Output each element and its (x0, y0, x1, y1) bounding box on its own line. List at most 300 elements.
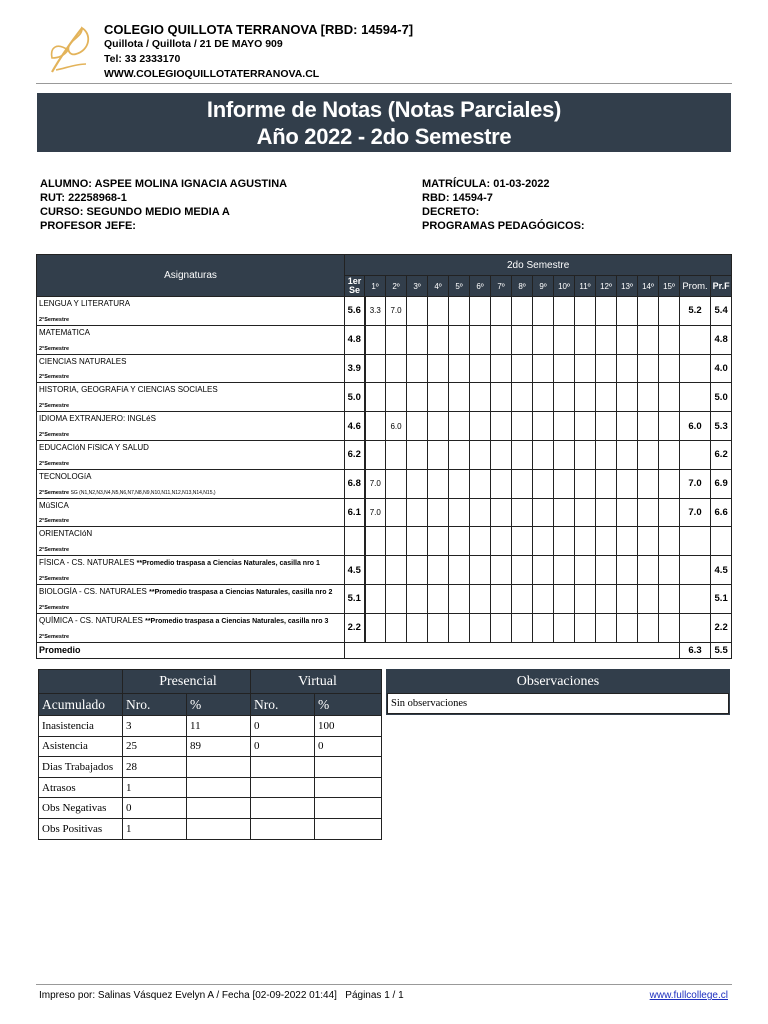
grade-cell (491, 469, 512, 498)
grade-cell (428, 498, 449, 527)
grade-cell (470, 440, 491, 469)
col-grade-3: 3º (407, 276, 428, 297)
student-course: CURSO: SEGUNDO MEDIO MEDIA A (40, 206, 230, 218)
col-grade-15: 15º (659, 276, 680, 297)
attendance-row (39, 757, 382, 778)
grade-cell (617, 469, 638, 498)
subject-row (37, 412, 732, 441)
grade-cell (659, 469, 680, 498)
student-rut: RUT: 22258968-1 (40, 192, 127, 204)
grade-cell (638, 297, 659, 326)
grade-cell (407, 412, 428, 441)
student-info-right (422, 177, 585, 233)
subject-title: MúSICA (39, 500, 69, 510)
attendance-label: Inasistencia (39, 716, 123, 737)
subject-cell (37, 412, 345, 441)
grade-cell (491, 584, 512, 613)
grade-cell (407, 498, 428, 527)
grade-cell (512, 325, 533, 354)
attendance-nro: 3 (123, 716, 187, 737)
grade-cell (470, 613, 491, 642)
grade-cell (470, 584, 491, 613)
final-cell: 4.5 (711, 556, 732, 585)
subject-cell (37, 584, 345, 613)
student-info-left (40, 177, 287, 233)
grade-cell (449, 440, 470, 469)
grade-cell (470, 556, 491, 585)
subject-semester (39, 461, 69, 467)
average-cell: 7.0 (680, 498, 711, 527)
grade-cell (386, 498, 407, 527)
grade-cell (428, 325, 449, 354)
attendance-nro: 1 (123, 777, 187, 798)
grade-cell (386, 469, 407, 498)
att-spacer (39, 670, 123, 694)
grade-cell (407, 383, 428, 412)
final-cell: 5.0 (711, 383, 732, 412)
subject-name (39, 328, 342, 338)
first-semester-grade: 5.0 (345, 383, 365, 412)
first-semester-grade: 3.9 (345, 354, 365, 383)
school-logo-icon (42, 20, 98, 78)
grade-cell (575, 584, 596, 613)
subject-semester-label: 2°Semestre (39, 489, 70, 496)
grade-cell (428, 297, 449, 326)
grade-cell (512, 469, 533, 498)
grade-cell (554, 527, 575, 556)
first-semester-grade: 4.5 (345, 556, 365, 585)
grade-cell (386, 440, 407, 469)
subject-name (39, 443, 342, 453)
average-label: Promedio (37, 642, 345, 658)
grade-cell (575, 325, 596, 354)
subject-semester-label: 2°Semestre (39, 518, 70, 525)
subject-title: QUÍMICA - CS. NATURALES (39, 615, 143, 625)
subject-title: MATEMáTICA (39, 327, 90, 337)
grade-cell (659, 584, 680, 613)
subject-name (39, 616, 342, 627)
grade-cell (596, 412, 617, 441)
grade-cell (575, 440, 596, 469)
subject-semester (39, 374, 69, 380)
grade-cell (554, 325, 575, 354)
observations-text: Sin observaciones (387, 693, 729, 714)
subject-cell (37, 325, 345, 354)
grade-cell (407, 440, 428, 469)
grade-cell (659, 527, 680, 556)
grade-cell (407, 556, 428, 585)
grade-cell (575, 383, 596, 412)
subject-semester-label: 2°Semestre (39, 604, 70, 611)
col-grade-13: 13º (617, 276, 638, 297)
subject-note: **Promedio traspasa a Ciencias Naturales, casilla nro 3 (145, 617, 329, 625)
subject-semester (39, 547, 69, 553)
grade-cell (659, 613, 680, 642)
grades-table (36, 254, 732, 659)
grade-cell (470, 383, 491, 412)
att-presencial: Presencial (123, 670, 251, 694)
subject-title: HISTORIA, GEOGRAFíA Y CIENCIAS SOCIALES (39, 385, 218, 395)
grade-cell (512, 412, 533, 441)
subject-cell (37, 383, 345, 412)
attendance-vpct (315, 757, 382, 778)
grade-cell (533, 556, 554, 585)
final-cell: 6.6 (711, 498, 732, 527)
grade-cell: 7.0 (365, 498, 386, 527)
subject-cell (37, 527, 345, 556)
grade-cell (554, 354, 575, 383)
grade-cell (533, 613, 554, 642)
average-row (37, 642, 732, 658)
first-semester-grade (345, 527, 365, 556)
col-final: Pr.F (711, 276, 732, 297)
col-grade-9: 9º (533, 276, 554, 297)
report-subtitle: Año 2022 - 2do Semestre (256, 124, 512, 149)
average-cell (680, 584, 711, 613)
grade-cell (596, 354, 617, 383)
grade-cell (554, 498, 575, 527)
subject-title: TECNOLOGíA (39, 471, 92, 481)
col-average: Prom. (680, 276, 711, 297)
grade-cell (512, 383, 533, 412)
first-semester-grade: 6.8 (345, 469, 365, 498)
average-cell (680, 613, 711, 642)
subject-semester (39, 432, 69, 438)
grade-cell (554, 297, 575, 326)
grade-cell (449, 383, 470, 412)
final-cell: 5.4 (711, 297, 732, 326)
grade-cell (470, 325, 491, 354)
subject-semester (39, 346, 69, 352)
subject-semester-label: 2°Semestre (39, 575, 70, 582)
attendance-nro: 25 (123, 736, 187, 757)
grade-cell (554, 556, 575, 585)
attendance-vpct (315, 798, 382, 819)
att-col-pct: % (187, 694, 251, 716)
average-spacer (345, 642, 680, 658)
attendance-label: Obs Negativas (39, 798, 123, 819)
subject-row (37, 325, 732, 354)
grade-cell (659, 325, 680, 354)
grade-cell (470, 297, 491, 326)
grade-cell (596, 613, 617, 642)
attendance-vpct (315, 818, 382, 839)
average-cell (680, 556, 711, 585)
subject-title: ORIENTACIóN (39, 529, 93, 539)
grade-cell (512, 354, 533, 383)
attendance-pct (187, 777, 251, 798)
grade-cell (575, 527, 596, 556)
grade-cell (512, 584, 533, 613)
subject-row (37, 297, 732, 326)
grade-cell (449, 325, 470, 354)
grade-cell (407, 297, 428, 326)
attendance-pct: 89 (187, 736, 251, 757)
grade-cell (638, 613, 659, 642)
grade-cell (533, 383, 554, 412)
grade-cell (512, 297, 533, 326)
attendance-vpct (315, 777, 382, 798)
first-semester-grade: 5.6 (345, 297, 365, 326)
grade-cell (617, 613, 638, 642)
footer-link[interactable]: www.fullcollege.cl (649, 990, 728, 1001)
grade-cell (470, 527, 491, 556)
subject-row (37, 498, 732, 527)
grade-cell (533, 584, 554, 613)
grade-cell (449, 584, 470, 613)
attendance-vpct: 0 (315, 736, 382, 757)
attendance-vnro (251, 818, 315, 839)
grade-cell (554, 613, 575, 642)
grade-cell (596, 527, 617, 556)
subject-name (39, 385, 342, 395)
att-col-virtual-nro: Nro. (251, 694, 315, 716)
subject-note: **Promedio traspasa a Ciencias Naturales, casilla nro 2 (149, 588, 333, 596)
grade-cell (470, 469, 491, 498)
subject-row (37, 469, 732, 498)
grade-cell (449, 412, 470, 441)
final-cell: 6.2 (711, 440, 732, 469)
final-cell: 5.3 (711, 412, 732, 441)
grade-cell (470, 412, 491, 441)
grade-cell: 3.3 (365, 297, 386, 326)
grade-cell (638, 354, 659, 383)
col-subjects: Asignaturas (37, 255, 345, 297)
attendance-pct (187, 818, 251, 839)
grade-cell (365, 325, 386, 354)
grade-cell (428, 584, 449, 613)
subject-row (37, 527, 732, 556)
grade-cell (449, 297, 470, 326)
grade-cell (659, 556, 680, 585)
first-semester-grade: 4.6 (345, 412, 365, 441)
average-cell (680, 325, 711, 354)
student-rbd: RBD: 14594-7 (422, 192, 493, 204)
subject-title: LENGUA Y LITERATURA (39, 299, 131, 308)
final-cell: 5.1 (711, 584, 732, 613)
grade-cell (449, 354, 470, 383)
grade-cell (638, 584, 659, 613)
subject-row (37, 354, 732, 383)
overall-final: 5.5 (711, 642, 732, 658)
grade-cell (533, 498, 554, 527)
average-cell: 7.0 (680, 469, 711, 498)
grade-cell (638, 498, 659, 527)
subject-row (37, 613, 732, 642)
grade-cell (428, 440, 449, 469)
grade-cell (575, 297, 596, 326)
grade-cell (575, 469, 596, 498)
subject-semester (39, 576, 69, 582)
subject-name (39, 587, 342, 598)
grade-cell: 6.0 (386, 412, 407, 441)
subject-semester-label: 2°Semestre (39, 547, 70, 554)
attendance-pct: 11 (187, 716, 251, 737)
attendance-row (39, 777, 382, 798)
final-cell: 4.0 (711, 354, 732, 383)
subject-semester-label: 2°Semestre (39, 460, 70, 467)
subject-title: BIOLOGÍA - CS. NATURALES (39, 586, 147, 596)
student-name: ALUMNO: ASPEE MOLINA IGNACIA AGUSTINA (40, 178, 288, 190)
grade-cell (491, 412, 512, 441)
grade-cell (365, 440, 386, 469)
col-grade-2: 2º (386, 276, 407, 297)
grade-cell (596, 440, 617, 469)
final-cell (711, 527, 732, 556)
report-title-box (37, 93, 731, 152)
subject-semester-label: 2°Semestre (39, 345, 70, 352)
subject-cell (37, 440, 345, 469)
col-grade-11: 11º (575, 276, 596, 297)
report-title: Informe de Notas (Notas Parciales) (206, 97, 562, 122)
subject-name (39, 299, 342, 309)
grade-cell (533, 354, 554, 383)
observations-title: Observaciones (387, 670, 729, 693)
grade-cell (491, 383, 512, 412)
school-phone: Tel: 33 2333170 (104, 53, 181, 65)
grade-cell (596, 498, 617, 527)
first-semester-grade: 6.2 (345, 440, 365, 469)
grade-cell (596, 556, 617, 585)
grade-cell (428, 613, 449, 642)
subject-name (39, 529, 342, 539)
grade-cell (491, 440, 512, 469)
col-grade-4: 4º (428, 276, 449, 297)
grade-cell (533, 527, 554, 556)
grade-cell (617, 325, 638, 354)
grade-cell (428, 383, 449, 412)
attendance-nro: 0 (123, 798, 187, 819)
subject-row (37, 440, 732, 469)
grade-cell (617, 412, 638, 441)
grade-cell (575, 498, 596, 527)
grade-cell (491, 354, 512, 383)
first-semester-grade: 5.1 (345, 584, 365, 613)
grade-cell (386, 527, 407, 556)
average-cell (680, 440, 711, 469)
attendance-row (39, 818, 382, 839)
attendance-label: Asistencia (39, 736, 123, 757)
grade-cell (428, 556, 449, 585)
subject-semester (39, 634, 69, 640)
subject-cell (37, 297, 345, 326)
school-address: Quillota / Quillota / 21 DE MAYO 909 (104, 38, 283, 50)
attendance-nro: 1 (123, 818, 187, 839)
att-col-nro: Nro. (123, 694, 187, 716)
grade-cell (449, 527, 470, 556)
subject-semester (39, 605, 69, 611)
grade-cell (596, 584, 617, 613)
grade-cell (533, 325, 554, 354)
attendance-row (39, 798, 382, 819)
first-semester-grade: 4.8 (345, 325, 365, 354)
subject-semester (39, 317, 69, 323)
grade-cell (365, 354, 386, 383)
student-teacher: PROFESOR JEFE: (40, 220, 136, 232)
grade-cell (365, 412, 386, 441)
grade-cell (659, 383, 680, 412)
attendance-table (38, 669, 382, 840)
average-cell (680, 383, 711, 412)
attendance-vnro: 0 (251, 736, 315, 757)
grade-cell (638, 383, 659, 412)
average-cell (680, 527, 711, 556)
subject-title: FÍSICA - CS. NATURALES (39, 558, 135, 568)
grade-cell (491, 297, 512, 326)
grade-cell (386, 325, 407, 354)
subject-semester-label: 2°Semestre (39, 316, 70, 323)
grade-cell (512, 498, 533, 527)
grade-cell (617, 556, 638, 585)
subject-name (39, 558, 342, 569)
first-semester-grade: 6.1 (345, 498, 365, 527)
attendance-label: Atrasos (39, 777, 123, 798)
grade-cell (617, 383, 638, 412)
grade-cell (386, 383, 407, 412)
subject-semester-label: 2°Semestre (39, 431, 70, 438)
col-first-semester: 1er Se (345, 276, 365, 297)
grade-cell (617, 527, 638, 556)
grade-cell (638, 556, 659, 585)
grade-cell: 7.0 (386, 297, 407, 326)
attendance-pct (187, 757, 251, 778)
grade-cell (638, 325, 659, 354)
grade-cell (533, 297, 554, 326)
subject-semester-label: 2°Semestre (39, 403, 70, 410)
student-programs: PROGRAMAS PEDAGÓGICOS: (422, 220, 585, 232)
col-grade-14: 14º (638, 276, 659, 297)
final-cell: 2.2 (711, 613, 732, 642)
grade-cell: 7.0 (365, 469, 386, 498)
grade-cell (365, 584, 386, 613)
grade-cell (449, 556, 470, 585)
subject-cell (37, 498, 345, 527)
subject-row (37, 584, 732, 613)
subject-name (39, 414, 342, 424)
col-grade-12: 12º (596, 276, 617, 297)
attendance-vnro (251, 777, 315, 798)
subject-title: EDUCACIóN FíSICA Y SALUD (39, 442, 149, 452)
average-cell: 6.0 (680, 412, 711, 441)
school-header (36, 14, 732, 84)
attendance-label: Dias Trabajados (39, 757, 123, 778)
final-cell: 6.9 (711, 469, 732, 498)
grade-cell (407, 584, 428, 613)
grade-cell (659, 354, 680, 383)
grade-cell (449, 498, 470, 527)
col-grade-1: 1º (365, 276, 386, 297)
grade-cell (491, 325, 512, 354)
subject-name (39, 472, 342, 482)
grade-cell (617, 440, 638, 469)
grade-cell (365, 556, 386, 585)
grade-cell (491, 613, 512, 642)
grade-cell (491, 556, 512, 585)
col-grade-5: 5º (449, 276, 470, 297)
grade-cell (428, 354, 449, 383)
subject-row (37, 383, 732, 412)
average-cell (680, 354, 711, 383)
grade-cell (638, 469, 659, 498)
grade-cell (596, 325, 617, 354)
grade-cell (596, 383, 617, 412)
subject-cell (37, 354, 345, 383)
page-footer (36, 984, 732, 1001)
grade-cell (533, 440, 554, 469)
grade-cell (386, 584, 407, 613)
subject-semester-label: 2°Semestre (39, 374, 70, 381)
grade-cell (638, 412, 659, 441)
